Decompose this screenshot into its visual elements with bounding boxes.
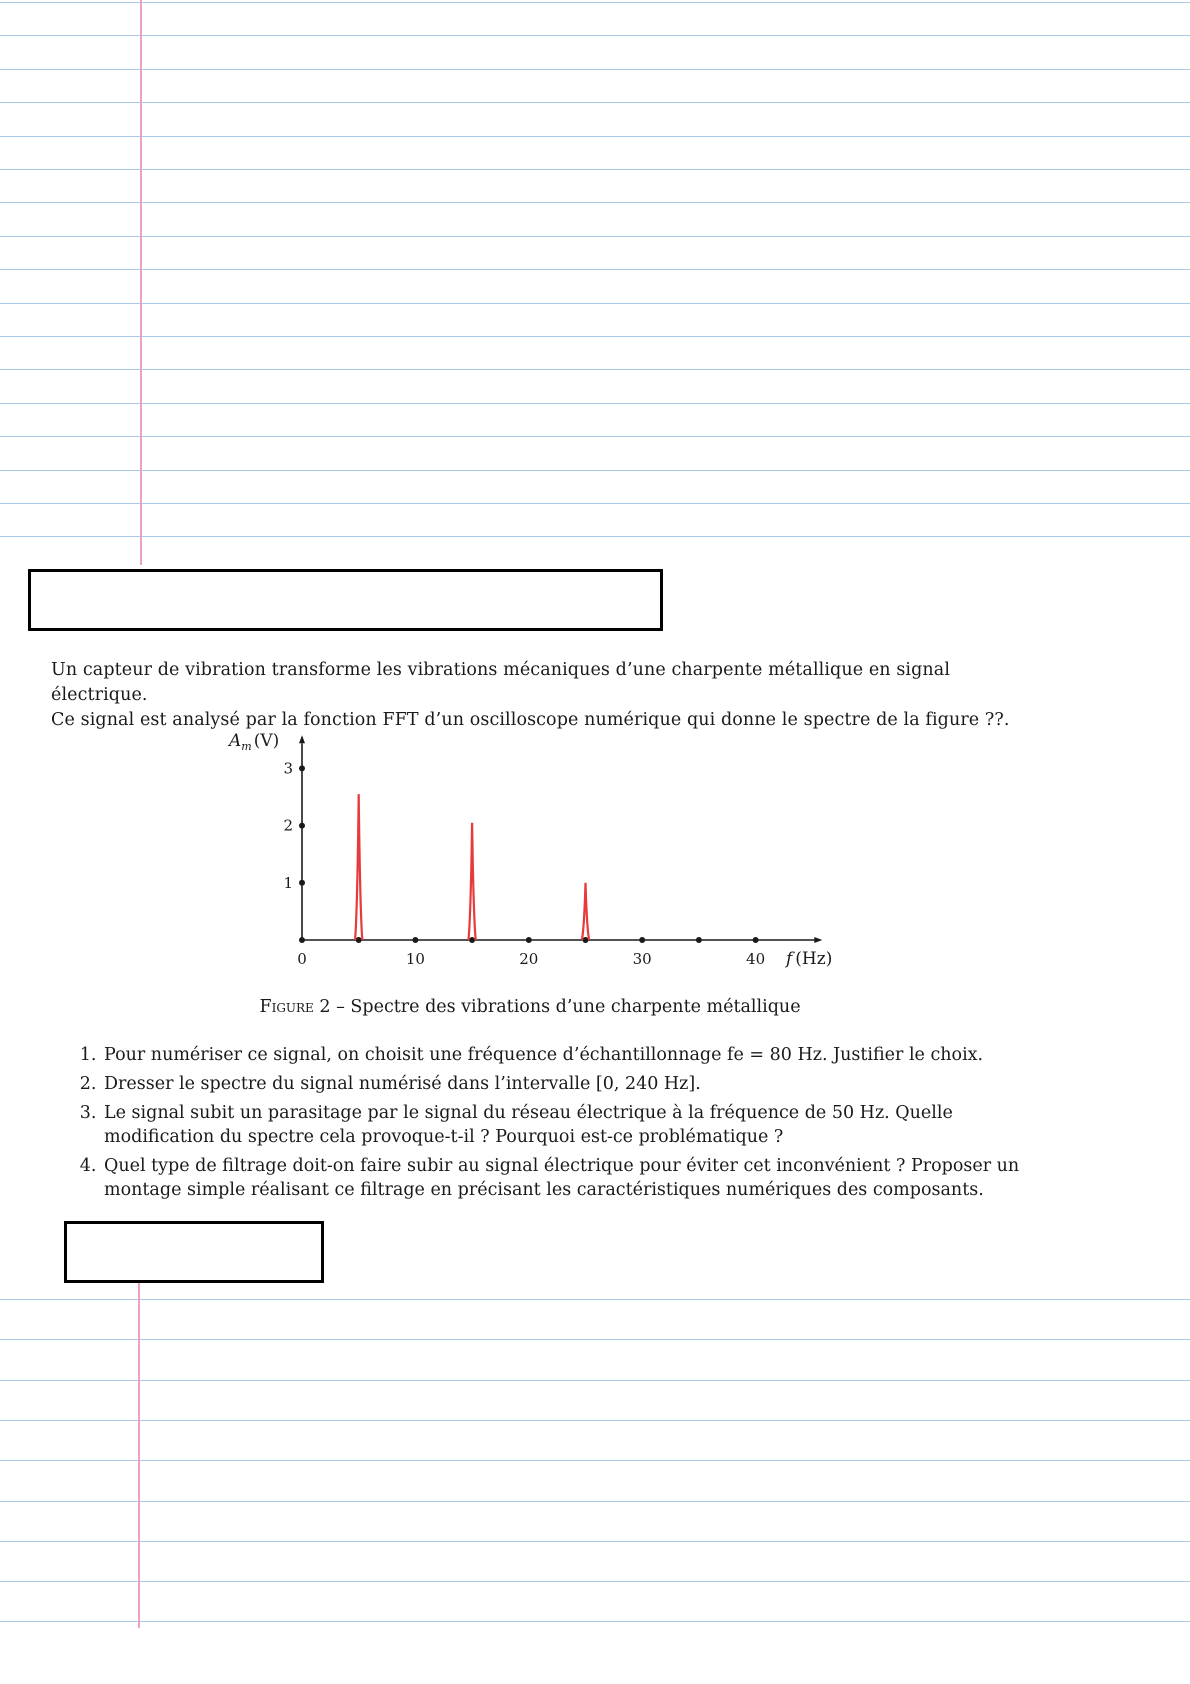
question-item	[102, 1101, 1057, 1149]
y-tick-mark	[299, 880, 305, 886]
question-item	[102, 1154, 1057, 1202]
question-item	[102, 1072, 1057, 1096]
ruled-paper-bottom	[0, 1283, 1190, 1628]
chart-axes	[299, 735, 822, 943]
question-text: Quel type de filtrage doit-on faire subir au signal électrique pour éviter cet inconvénient ? Proposer un montage simple réalisant ce filtrage en précisant les caractéristiques numériques des composants.	[104, 1156, 1020, 1200]
x-tick-mark	[583, 937, 589, 943]
spectrum-peak	[468, 823, 475, 940]
questions-list	[75, 1043, 1057, 1207]
y-tick-label: 2	[283, 816, 293, 835]
y-tick-mark	[299, 823, 305, 829]
question-text: Le signal subit un parasitage par le signal du réseau électrique à la fréquence de 50 Hz. Quelle modification du spectre cela provoque-t-il ? Pourquoi est-ce problématique ?	[104, 1103, 953, 1147]
question-item	[102, 1043, 1057, 1067]
ruled-line	[0, 1621, 1190, 1622]
ruled-line	[0, 1541, 1190, 1542]
margin-line-bottom	[138, 1283, 140, 1628]
ruled-line	[0, 1460, 1190, 1461]
x-tick-mark	[356, 937, 362, 943]
ruled-line	[0, 303, 1190, 304]
x-tick-mark	[412, 937, 418, 943]
y-tick-label: 3	[283, 759, 293, 778]
intro-line-2: Ce signal est analysé par la fonction FFT d’un oscilloscope numérique qui donne le spectre de la figure ??.	[51, 710, 1010, 730]
x-tick-mark	[469, 937, 475, 943]
x-axis-label: f (Hz)	[786, 949, 833, 969]
ruled-line	[0, 136, 1190, 137]
x-axis-arrow	[814, 937, 822, 943]
ruled-line	[0, 2, 1190, 3]
question-text: Dresser le spectre du signal numérisé dans l’intervalle [0, 240 Hz].	[104, 1074, 701, 1094]
x-tick-mark	[299, 937, 305, 943]
x-tick-mark	[753, 937, 759, 943]
figure-separator: –	[330, 997, 351, 1017]
ruled-line	[0, 436, 1190, 437]
spectrum-chart	[200, 722, 860, 984]
ruled-line	[0, 470, 1190, 471]
ruled-line	[0, 35, 1190, 36]
y-axis-label: $A_m$ (V)	[229, 731, 280, 753]
y-tick-label: 1	[283, 873, 293, 892]
figure-caption-text: Spectre des vibrations d’une charpente métallique	[350, 997, 801, 1017]
ruled-line	[0, 202, 1190, 203]
spectrum-peak	[355, 794, 362, 940]
x-tick-mark	[696, 937, 702, 943]
margin-line-top	[140, 0, 142, 565]
ruled-line	[0, 1581, 1190, 1582]
redaction-box-bottom	[64, 1221, 324, 1283]
figure-caption	[200, 997, 860, 1017]
intro-line-1: Un capteur de vibration transforme les vibrations mécaniques d’une charpente métallique en signal électrique.	[51, 660, 951, 705]
x-tick-label: 30	[632, 950, 652, 968]
ruled-line	[0, 369, 1190, 370]
ruled-line	[0, 403, 1190, 404]
ruled-line	[0, 536, 1190, 537]
ruled-line	[0, 336, 1190, 337]
question-text: Pour numériser ce signal, on choisit une fréquence d’échantillonnage fe = 80 Hz. Justifier le choix.	[104, 1045, 984, 1065]
ruled-line	[0, 269, 1190, 270]
spectrum-peak	[582, 883, 589, 940]
x-tick-label: 20	[519, 950, 539, 968]
y-axis-arrow	[299, 735, 305, 743]
ruled-line	[0, 1299, 1190, 1300]
x-tick-label: 0	[297, 950, 307, 968]
x-tick-label: 10	[405, 950, 425, 968]
ruled-line	[0, 69, 1190, 70]
ruled-line	[0, 102, 1190, 103]
ruled-line	[0, 169, 1190, 170]
ruled-line	[0, 1380, 1190, 1381]
ruled-line	[0, 1420, 1190, 1421]
ruled-line	[0, 1501, 1190, 1502]
ruled-line	[0, 1339, 1190, 1340]
redaction-box-top	[28, 569, 663, 631]
y-tick-mark	[299, 765, 305, 771]
figure-label: Figure 2	[259, 997, 331, 1017]
x-tick-label: 40	[746, 950, 766, 968]
x-tick-mark	[639, 937, 645, 943]
ruled-line	[0, 503, 1190, 504]
ruled-paper-top	[0, 0, 1190, 565]
x-tick-mark	[526, 937, 532, 943]
chart-peaks	[355, 794, 589, 940]
ruled-line	[0, 236, 1190, 237]
